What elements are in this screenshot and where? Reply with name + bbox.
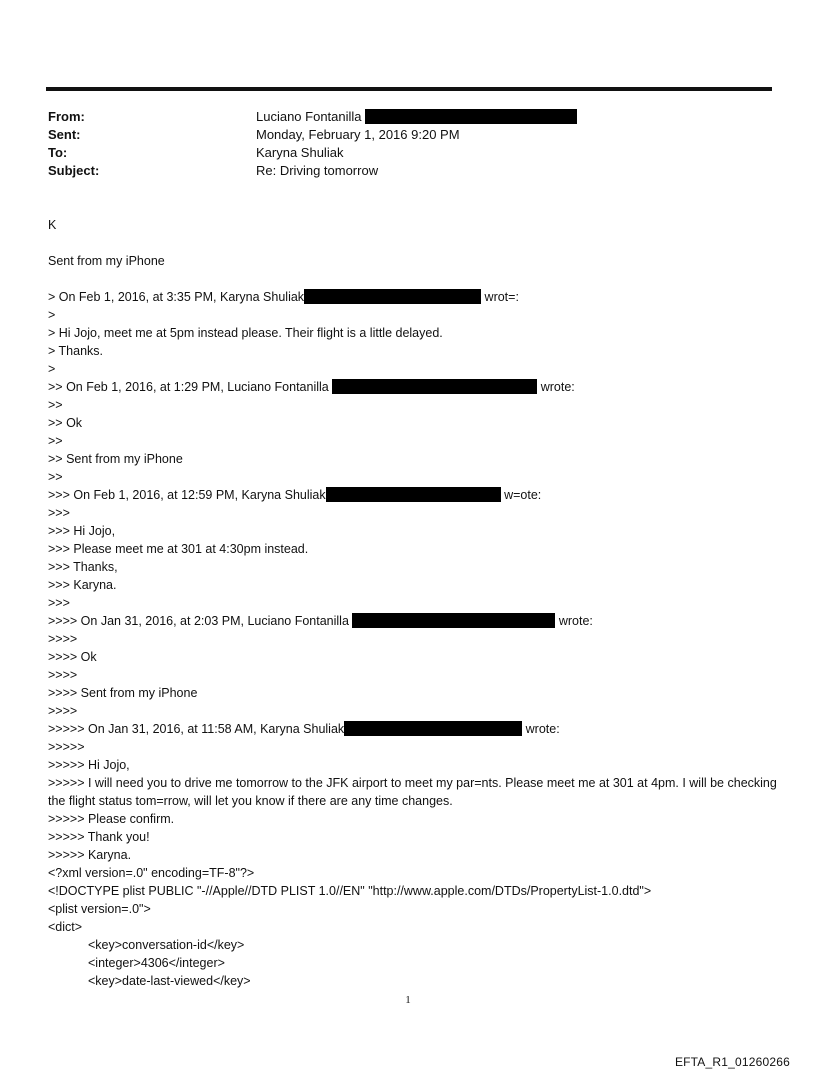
redaction-block [365,109,577,124]
body-line: >> Ok [48,416,83,430]
body-line: >> [48,398,63,412]
body-line: >>> Karyna. [48,578,117,592]
body-line: >>>>> Please confirm. [48,812,175,826]
quote-intro: > On Feb 1, 2016, at 3:35 PM, Karyna Shuliak [48,290,305,304]
body-line [48,720,778,738]
body-line: <integer>4306</integer> [88,956,225,970]
body-line [48,486,778,504]
to-value: Karyna Shuliak [256,145,344,160]
body-line: >>>>> Karyna. [48,848,132,862]
email-body [48,216,778,990]
body-line: >>> [48,596,70,610]
from-name: Luciano Fontanilla [256,109,362,124]
to-label: To: [48,145,68,160]
body-line: Sent from my iPhone [48,254,165,268]
page-number: 1 [405,994,411,1006]
body-line: <?xml version=.0" encoding=TF-8"?> [48,866,255,880]
quote-intro: >> On Feb 1, 2016, at 1:29 PM, Luciano Fontanilla [48,380,329,394]
quote-intro-end: wrote: [522,722,560,736]
sent-label: Sent: [48,127,81,142]
subject-label: Subject: [48,163,100,178]
body-line: >>>> Ok [48,650,97,664]
body-line: > Hi Jojo, meet me at 5pm instead please. Their flight is a little delayed. [48,326,443,340]
body-line: >> [48,470,63,484]
redaction-block [304,289,481,304]
body-line: >>>>> Thank you! [48,830,150,844]
body-line [48,270,778,288]
body-line: > [48,308,56,322]
quote-intro: >>> On Feb 1, 2016, at 12:59 PM, Karyna Shuliak [48,488,326,502]
quote-intro-end: wrote: [537,380,575,394]
body-line: > [48,362,56,376]
body-line: > Thanks. [48,344,104,358]
body-line: >>> Thanks, [48,560,118,574]
body-line: >>>>> I will need you to drive me tomorrow to the JFK airport to meet my par=nts. Please meet me at 301 at 4pm. I will be checking the flight status tom=rrow, will let you know if there are any time changes. [48,776,777,808]
quote-intro-end: w=ote: [500,488,542,502]
from-value [256,108,577,126]
body-line: K [48,218,57,232]
body-line: >> Sent from my iPhone [48,452,183,466]
body-line: >>>>> Hi Jojo, [48,758,130,772]
body-line: >> [48,434,63,448]
body-line: <key>date-last-viewed</key> [88,974,251,988]
body-line [48,612,778,630]
redaction-block [326,487,501,502]
body-line: <!DOCTYPE plist PUBLIC "-//Apple//DTD PLIST 1.0//EN" "http://www.apple.com/DTDs/PropertyList-1.0.dtd"> [48,884,652,898]
body-line [48,378,778,396]
body-line: <key>conversation-id</key> [88,938,245,952]
body-line [48,234,778,252]
body-line: >>>> Sent from my iPhone [48,686,198,700]
body-line: >>> [48,506,70,520]
document-id: EFTA_R1_01260266 [674,1055,790,1069]
sent-value: Monday, February 1, 2016 9:20 PM [256,127,460,142]
from-label: From: [48,109,85,124]
quote-intro: >>>>> On Jan 31, 2016, at 11:58 AM, Karyna Shuliak [48,722,345,736]
body-line [48,288,778,306]
header-rule [46,87,772,91]
redaction-block [344,721,522,736]
body-line: >>>>> [48,740,85,754]
quote-intro-end: wrot=: [481,290,519,304]
subject-value: Re: Driving tomorrow [256,163,379,178]
quote-intro: >>>> On Jan 31, 2016, at 2:03 PM, Luciano Fontanilla [48,614,349,628]
body-line: <dict> [48,920,83,934]
body-line: <plist version=.0"> [48,902,151,916]
body-line: >>> Hi Jojo, [48,524,116,538]
body-line: >>>> [48,632,78,646]
quote-intro-end: wrote: [555,614,593,628]
body-line: >>>> [48,668,78,682]
redaction-block [332,379,537,394]
redaction-block [352,613,555,628]
body-line: >>> Please meet me at 301 at 4:30pm instead. [48,542,309,556]
body-line: >>>> [48,704,78,718]
